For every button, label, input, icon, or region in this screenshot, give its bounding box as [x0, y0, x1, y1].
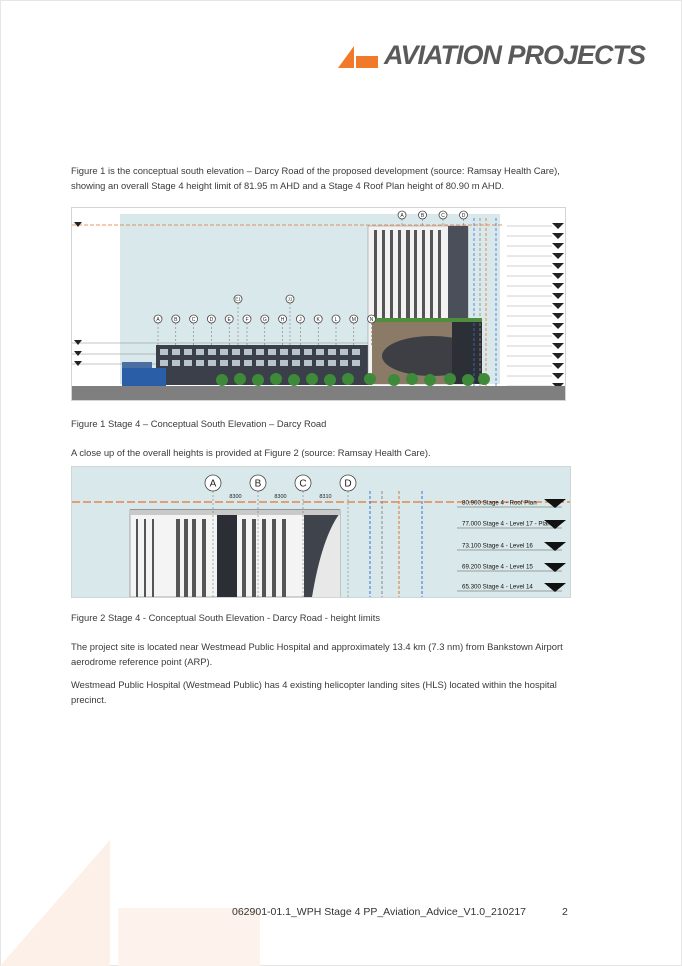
figure2-caption: Figure 2 Stage 4 - Conceptual South Elevation - Darcy Road - height limits [71, 612, 381, 623]
svg-text:J: J [299, 316, 302, 323]
svg-text:A: A [400, 212, 404, 219]
closeup-paragraph: A close up of the overall heights is provided at Figure 2 (source: Ramsay Health Care). [71, 447, 431, 458]
svg-text:A: A [209, 478, 217, 490]
figure1-caption: Figure 1 Stage 4 – Conceptual South Elevation – Darcy Road [71, 418, 327, 429]
fig2-level-label: 80.900 Stage 4 - Roof Plan [462, 499, 537, 507]
page-number: 2 [562, 906, 568, 918]
svg-text:D: D [209, 316, 214, 323]
svg-text:C: C [299, 478, 307, 490]
figure2-height-limits-drawing [71, 466, 571, 598]
svg-text:D: D [461, 212, 466, 219]
fig2-level-label: 65.300 Stage 4 - Level 14 [462, 583, 533, 591]
svg-text:J1: J1 [287, 296, 293, 302]
aviation-projects-logo [338, 40, 645, 70]
fig2-level-label: 77.000 Stage 4 - Level 17 - Plant [462, 520, 553, 528]
svg-text:B: B [420, 212, 425, 219]
fig2-level-label: 69.200 Stage 4 - Level 15 [462, 563, 533, 571]
svg-text:G: G [262, 316, 267, 323]
svg-text:E1: E1 [235, 296, 241, 302]
svg-text:F: F [245, 316, 249, 323]
svg-text:B: B [254, 478, 262, 490]
svg-text:N: N [369, 316, 374, 323]
svg-text:L: L [334, 316, 338, 323]
hls-paragraph: Westmead Public Hospital (Westmead Public) has 4 existing helicopter landing sites (HLS) located within the hospital precinct. [71, 679, 557, 705]
svg-text:A: A [156, 316, 160, 323]
svg-text:B: B [174, 316, 178, 323]
intro-paragraph: Figure 1 is the conceptual south elevation – Darcy Road of the proposed development (source: Ramsay Health Care), showing an overall Stage 4 height limit of 81.95 m AHD and a Stage 4 Roof Plan height of 80.90 m AHD. [71, 165, 560, 191]
svg-text:M: M [351, 316, 356, 323]
fig2-level-label: 73.100 Stage 4 - Level 16 [462, 542, 533, 550]
footer-document-reference: 062901-01.1_WPH Stage 4 PP_Aviation_Advice_V1.0_210217 [232, 906, 527, 918]
svg-text:K: K [316, 316, 320, 323]
logo-watermark [0, 838, 260, 966]
logo-text: AVIATION PROJECTS [384, 39, 646, 70]
svg-text:E: E [227, 316, 231, 323]
fig2-spacing-label: 8300 [229, 494, 242, 500]
svg-text:C: C [441, 212, 445, 219]
svg-text:H: H [280, 316, 285, 323]
svg-text:D: D [344, 478, 352, 490]
figure1-elevation-drawing [71, 207, 566, 401]
site-location-paragraph: The project site is located near Westmead Public Hospital and approximately 13.4 km (7.3 nm) from Bankstown Airport aerodrome reference point (ARP). [71, 641, 563, 667]
svg-text:C: C [191, 316, 196, 323]
fig2-spacing-label: 8310 [319, 494, 332, 500]
logo-mark-icon [338, 42, 378, 68]
fig2-spacing-label: 8300 [274, 494, 287, 500]
